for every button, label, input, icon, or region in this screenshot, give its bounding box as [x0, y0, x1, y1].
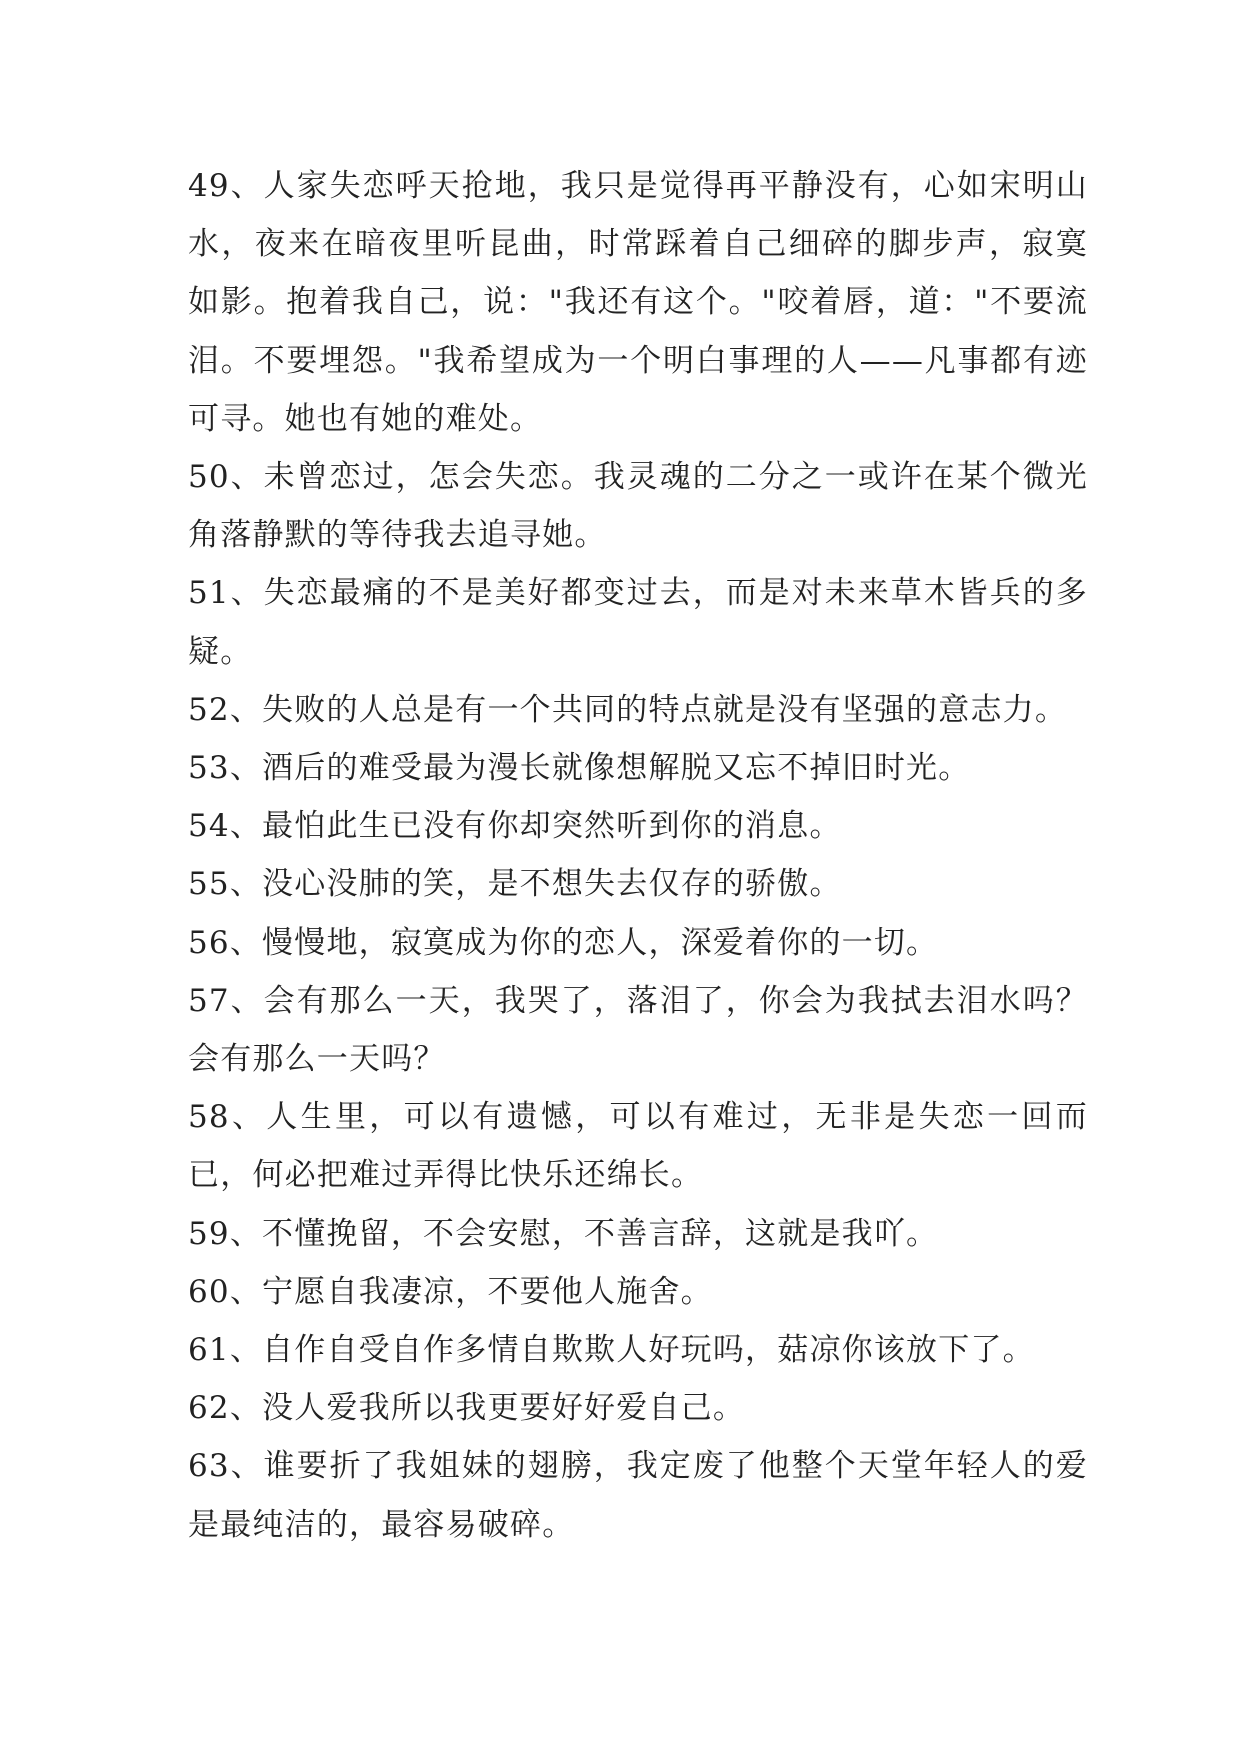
entry-51: 51、失恋最痛的不是美好都变过去，而是对未来草木皆兵的多疑。	[188, 575, 1088, 670]
entry-53: 53、酒后的难受最为漫长就像想解脱又忘不掉旧时光。	[188, 750, 971, 787]
entry-60: 60、宁愿自我凄凉，不要他人施舍。	[188, 1273, 713, 1310]
entry-54: 54、最怕此生已没有你却突然听到你的消息。	[188, 808, 842, 845]
entry-55: 55、没心没肺的笑，是不想失去仅存的骄傲。	[188, 866, 842, 903]
entry-58: 58、人生里，可以有遗憾，可以有难过，无非是失恋一回而已，何必把难过弄得比快乐还绵长。	[188, 1099, 1088, 1194]
entry-62: 62、没人爱我所以我更要好好爱自己。	[188, 1390, 746, 1427]
entry-52: 52、失败的人总是有一个共同的特点就是没有坚强的意志力。	[188, 691, 1068, 728]
document-body	[188, 157, 1088, 1554]
entry-59: 59、不懂挽留，不会安慰，不善言辞，这就是我吖。	[188, 1215, 939, 1252]
entry-56: 56、慢慢地，寂寞成为你的恋人，深爱着你的一切。	[188, 924, 939, 961]
entry-63: 63、谁要折了我姐妹的翅膀，我定废了他整个天堂年轻人的爱是最纯洁的，最容易破碎。	[188, 1448, 1088, 1543]
entry-57: 57、会有那么一天，我哭了，落泪了，你会为我拭去泪水吗？会有那么一天吗？	[188, 982, 1088, 1078]
entry-61: 61、自作自受自作多情自欺欺人好玩吗，菇凉你该放下了。	[188, 1332, 1035, 1369]
entry-49: 49、人家失恋呼天抢地，我只是觉得再平静没有，心如宋明山水，夜来在暗夜里听昆曲，时常踩着自己细碎的脚步声，寂寞如影。抱着我自己，说："我还有这个。"咬着唇，道："不要流泪。不要埋怨。"我希望成为一个明白事理的人——凡事都有迹可寻。她也有她的难处。	[188, 168, 1088, 437]
entry-50: 50、未曾恋过，怎会失恋。我灵魂的二分之一或许在某个微光角落静默的等待我去追寻她。	[188, 459, 1088, 554]
